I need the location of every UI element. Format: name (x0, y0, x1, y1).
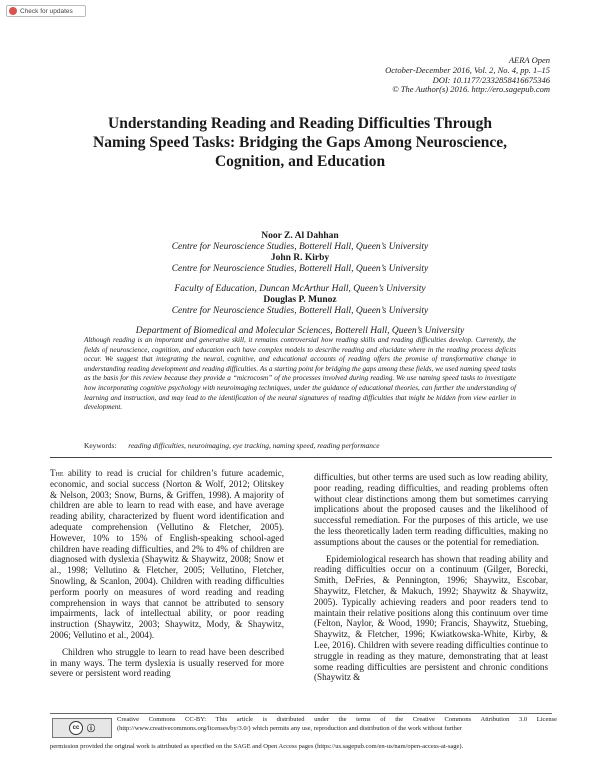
journal-issue: October-December 2016, Vol. 2, No. 4, pp. 1–15 (385, 64, 550, 75)
journal-header (385, 56, 550, 95)
author-affiliation: Centre for Neuroscience Studies, Botterell Hall, Queen’s University (171, 306, 429, 316)
keywords-list: reading difficulties, neuroimaging, eye tracking, naming speed, reading performance (128, 441, 380, 450)
body-paragraph: Epidemiological research has shown that reading ability and reading difficulties occur on a continuum (Gilger, Borecki, Smith, DeFries, & Pennington, 1996; Shaywitz, Escobar, Shaywitz, Fletcher, & Makuch, 1992; Shaywitz & Shaywitz, 2005). Typically achieving readers and poor readers tend to maintain their relative positions along this continuum over time (Felton, Naylor, & Wood, 1990; Francis, Shaywitz, Stuebing, Shaywitz, & Fletcher, 1996; Kwiatkowska-White, Kirby, & Lee, 2016). Children with severe reading difficulties continue to struggle in reading as they mature, demonstrating that at least some reading difficulties are persistent and chronic conditions (Shaywitz & (314, 553, 548, 683)
paragraph-text: ability to read is crucial for children’s future academic, economic, and social success (Norton & Wolf, 2012; Olitskey & Nelson, 2003; Snow, Burns, & Griffen, 1998). A majority of children are able to learn to read with ease, and have average reading ability, characterized by fluent word identification and adequate comprehension (Vellutino & Fletcher, 2005). However, 10% to 15% of English-speaking school-aged children have reading difficulties, and 2% to 4% of children are diagnosed with dyslexia (Shaywitz & Shaywitz, 2008; Snow et al., 1998; Vellutino & Fletcher, 2005; Vellutino, Fletcher, Snowling, & Scanlon, 2004). Children with reading difficulties perform poorly on measures of word reading and reading comprehension in ways that cannot be attributed to sensory impairments, lack of intellectual ability, or poor reading instruction (Shaywitz, 2003; Shaywitz, Mody, & Shaywitz, 2006; Vellutino et al., 2004). (50, 468, 284, 640)
badge-label: Check for updates (20, 7, 73, 15)
author-name: Douglas P. Munoz (263, 295, 337, 305)
license-text: Creative Commons CC-BY: This article is distributed under the terms of the Creative Commons Attribution 3.0 License (http://www.creativecommons.org/licenses/by/3.0/) which permits any use, reproduction and distribution of the work without further (117, 716, 557, 732)
section-divider (50, 457, 552, 458)
title-line-1: Understanding Reading and Reading Difficulties Through (108, 115, 492, 132)
author-block (40, 231, 560, 337)
by-icon: ⓘ (87, 723, 95, 733)
body-column-right (314, 472, 548, 689)
title-line-3: Cognition, and Education (214, 153, 386, 170)
body-paragraph (50, 468, 284, 641)
keywords (84, 441, 524, 450)
abstract: Although reading is an important and generative skill, it remains controversial how reading skills and reading difficulties develop. Currently, the fields of neuroscience, cognition, and education each have complex models to describe reading and elucidate where in the reading process deficits occur. We suggest that integrating the neural, cognitive, and educational accounts of reading offers the promise of transformative change in understanding reading development and reading difficulties. As a starting point for bridging the gaps among these fields, we used naming speed tasks as the basis for this review because they provide a “microcosm” of the processes involved during reading. We use naming speed tasks to investigate how incorporating cognitive psychology with neuroimaging techniques, under the guidance of educational theories, can further the understanding of learning and instruction, and may lead to the identification of the neural signatures of reading difficulties that might be hidden from view earlier in development. (84, 336, 516, 412)
license-text-continued: permission provided the original work is attributed as specified on the SAGE and Open Access pages (https://us.sagepub.com/en-us/nam/open-access-at-sage). (50, 743, 464, 750)
body-paragraph: Children who struggle to learn to read have been described in many ways. The term dyslexia is usually reserved for more severe or persistent word reading (50, 646, 284, 679)
title-line-2: Naming Speed Tasks: Bridging the Gaps Among Neuroscience, (93, 134, 507, 151)
journal-name: AERA Open (508, 55, 550, 65)
author-affiliation: Centre for Neuroscience Studies, Botterell Hall, Queen’s University (171, 242, 429, 252)
author-affiliation: Faculty of Education, Duncan McArthur Hall, Queen’s University (174, 284, 426, 294)
author-affiliation: Centre for Neuroscience Studies, Botterell Hall, Queen’s University (171, 264, 429, 274)
update-icon (9, 7, 17, 15)
check-for-updates-badge[interactable] (6, 5, 86, 17)
article-title (40, 114, 560, 171)
drop-word: The (50, 468, 64, 478)
author-affiliation: Department of Biomedical and Molecular Sciences, Botterell Hall, Queen’s University (135, 326, 465, 336)
author-name: John R. Kirby (270, 253, 330, 263)
cc-icon: cc (69, 721, 83, 735)
journal-doi: DOI: 10.1177/2332858416675346 (432, 74, 550, 85)
author-name: Noor Z. Al Dahhan (261, 231, 339, 241)
creative-commons-badge[interactable] (52, 718, 112, 738)
body-column-left (50, 468, 284, 685)
keywords-label: Keywords: (84, 441, 117, 450)
body-paragraph: difficulties, but other terms are used such as low reading ability, poor reading, reading difficulties, and reading problems often without clear distinctions among them but sometimes carrying implications about the proposed causes and the likelihood of successful remediation. For the purposes of this article, we use the less theoretically laden term reading difficulties, making no assumptions about the causes or the potential for remediation. (314, 472, 548, 547)
journal-copyright: © The Author(s) 2016. http://ero.sagepub.com (392, 84, 550, 95)
footer-divider (50, 713, 552, 714)
